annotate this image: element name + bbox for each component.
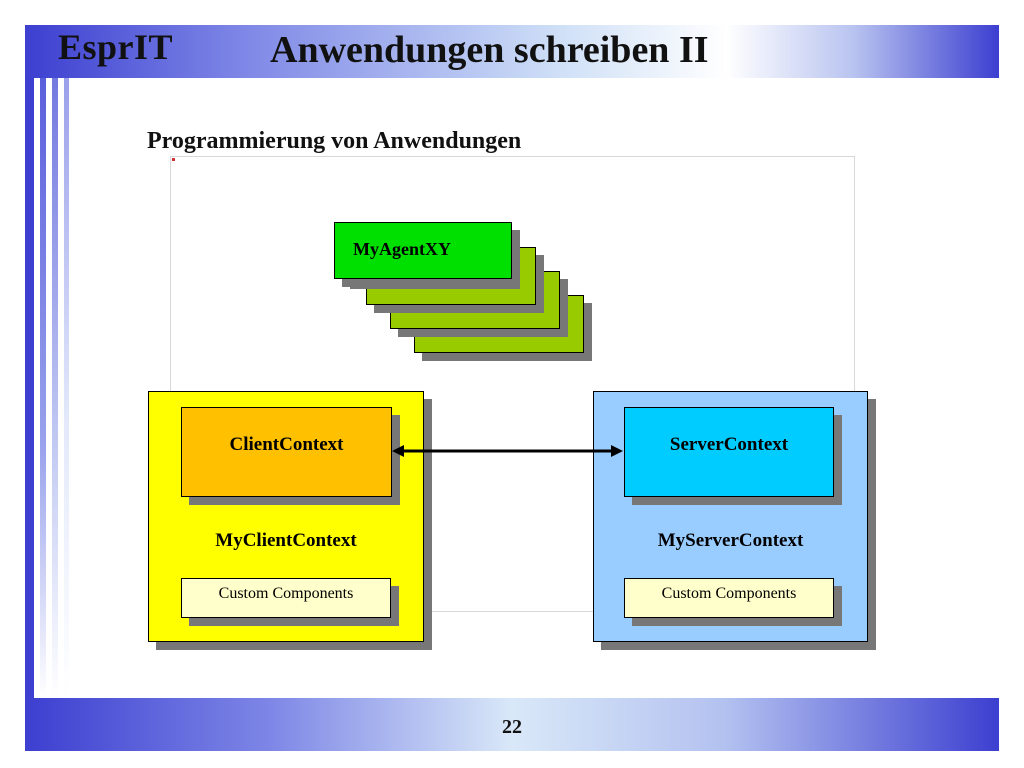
my-client-context-label: MyClientContext	[215, 530, 357, 551]
server-context-label: ServerContext	[669, 434, 789, 455]
slide-title: Anwendungen schreiben II	[270, 29, 709, 71]
client-context-label: ClientContext	[229, 434, 344, 455]
server-custom-components-label: Custom Components	[661, 585, 797, 602]
arrow-head-left	[392, 445, 404, 457]
brand-logo: EsprIT	[58, 27, 174, 67]
page-number: 22	[502, 716, 522, 738]
client-custom-components-label: Custom Components	[218, 585, 354, 602]
agent-label: MyAgentXY	[353, 239, 451, 259]
my-server-context-label: MyServerContext	[657, 530, 804, 551]
arrow-head-right	[611, 445, 623, 457]
slide-subtitle: Programmierung von Anwendungen	[147, 128, 522, 154]
